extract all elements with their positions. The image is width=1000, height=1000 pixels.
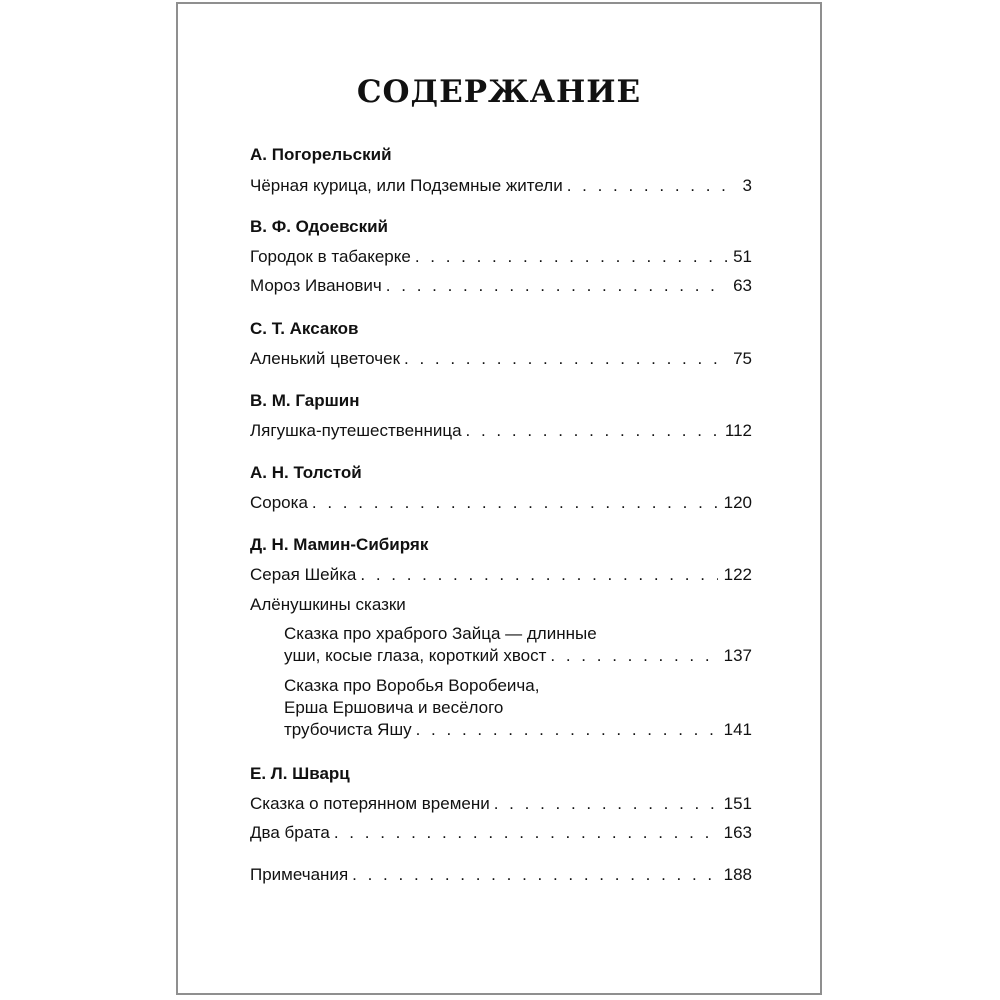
author-heading: С. Т. Аксаков — [250, 319, 359, 338]
toc-entry — [250, 275, 752, 297]
toc-entry — [250, 246, 752, 268]
entry-page: 51 — [733, 247, 752, 266]
dot-leader — [466, 420, 719, 442]
entry-title: Два брата — [250, 823, 330, 842]
entry-page: 163 — [723, 823, 752, 842]
toc-entry — [250, 492, 752, 514]
group-title: Алёнушкины сказки — [250, 595, 406, 614]
toc-entry — [250, 348, 752, 370]
dot-leader — [567, 175, 737, 197]
entry-title-line: Сказка про Воробья Воробеича, — [284, 676, 540, 695]
toc-entry-notes — [250, 864, 752, 886]
entry-page: 141 — [723, 720, 752, 739]
entry-last-line — [284, 645, 752, 667]
entry-title: Примечания — [250, 865, 349, 884]
author-heading: А. Н. Толстой — [250, 463, 362, 482]
entry-page: 122 — [723, 565, 752, 584]
page-title: СОДЕРЖАНИЕ — [356, 74, 642, 110]
entry-title-line: Ерша Ершовича и весёлого — [284, 698, 504, 717]
entry-title: Серая Шейка — [250, 565, 357, 584]
dot-leader — [416, 719, 718, 741]
toc-entry — [250, 420, 752, 442]
entry-page: 137 — [723, 646, 752, 665]
entry-title-line: Сказка про храброго Зайца — длинные — [284, 624, 597, 643]
entry-title-line: трубочиста Яшу — [284, 720, 412, 739]
dot-leader — [494, 793, 718, 815]
toc-subentry — [284, 675, 752, 741]
toc-entry — [250, 175, 752, 197]
dot-leader — [415, 246, 727, 268]
entry-title: Лягушка-путешественница — [250, 421, 462, 440]
entry-page: 112 — [724, 421, 752, 440]
entry-page: 75 — [733, 349, 752, 368]
entry-title: Мороз Иванович — [250, 276, 382, 295]
toc-entry — [250, 564, 752, 586]
entry-page: 151 — [723, 794, 752, 813]
entry-title: Сорока — [250, 493, 308, 512]
entry-page: 188 — [723, 865, 752, 884]
entry-title: Сказка о потерянном времени — [250, 794, 490, 813]
dot-leader — [312, 492, 718, 514]
dot-leader — [550, 645, 717, 667]
entry-page: 3 — [742, 176, 752, 195]
author-heading: Д. Н. Мамин-Сибиряк — [250, 535, 429, 554]
entry-title: Чёрная курица, или Подземные жители — [250, 176, 563, 195]
entry-title: Городок в табакерке — [250, 247, 411, 266]
dot-leader — [360, 564, 717, 586]
author-heading: Е. Л. Шварц — [250, 764, 350, 783]
toc-subentry — [284, 623, 752, 667]
author-heading: В. Ф. Одоевский — [250, 217, 389, 236]
author-heading: А. Погорельский — [250, 145, 392, 164]
entry-last-line — [284, 719, 752, 741]
toc-entry — [250, 822, 752, 844]
entry-page: 120 — [723, 493, 752, 512]
dot-leader — [334, 822, 718, 844]
toc-entry — [250, 793, 752, 815]
book-page — [176, 2, 822, 995]
author-heading: В. М. Гаршин — [250, 391, 360, 410]
entry-page: 63 — [733, 276, 752, 295]
entry-title: Аленький цветочек — [250, 349, 401, 368]
dot-leader — [404, 348, 727, 370]
dot-leader — [352, 864, 717, 886]
entry-title-line: уши, косые глаза, короткий хвост — [284, 646, 547, 665]
dot-leader — [386, 275, 727, 297]
